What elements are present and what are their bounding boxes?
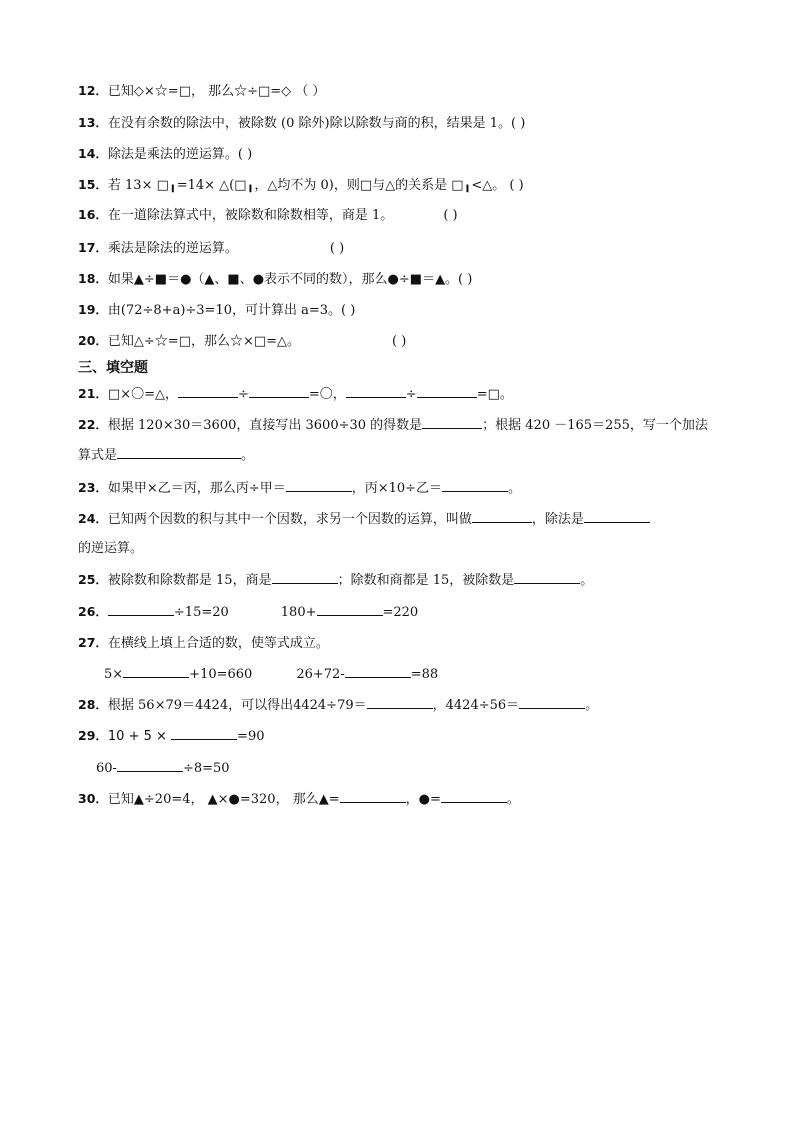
question-text: 的逆运算。 (78, 541, 144, 556)
question-30 (78, 790, 724, 809)
question-text: =88 (410, 667, 439, 682)
question-text: 已知◇×☆=□， 那么☆÷□=◇ （ ） (107, 84, 326, 99)
question-number: 14． (78, 146, 108, 161)
question-14 (78, 145, 724, 164)
question-23 (78, 479, 724, 498)
question-text: 。 (241, 448, 255, 463)
answer-blank[interactable] (117, 446, 241, 459)
question-text: 根据 56×79＝4424，可以得出4424÷79＝ (107, 698, 367, 713)
question-27-equations (104, 665, 724, 684)
question-text: 已知△÷☆=□，那么☆×□=△。 (107, 334, 301, 349)
answer-blank[interactable] (171, 727, 237, 740)
question-text: 被除数和除数都是 15，商是 (107, 573, 272, 588)
question-19 (78, 301, 724, 320)
question-24-cont (78, 540, 724, 558)
answer-blank[interactable] (584, 510, 650, 523)
question-number: 25． (78, 572, 108, 587)
answer-blank[interactable] (108, 603, 174, 616)
question-22-cont (78, 446, 724, 465)
answer-blank[interactable] (442, 479, 508, 492)
question-28 (78, 696, 724, 715)
question-text: 乘法是除法的逆运算。 (107, 241, 238, 256)
section-title: 三、填空题 (78, 360, 148, 376)
answer-paren: ( ) (329, 241, 345, 256)
question-text: 除法是乘法的逆运算。( ) (107, 147, 253, 162)
question-number: 30． (78, 791, 108, 806)
answer-blank[interactable] (117, 759, 183, 772)
question-text: ÷ (237, 387, 249, 402)
question-text: 在一道除法算式中，被除数和除数相等，商是 1。 (107, 208, 394, 223)
question-22 (78, 416, 724, 435)
answer-paren: ( ) (443, 208, 458, 223)
question-16 (78, 206, 724, 225)
answer-blank[interactable] (340, 790, 406, 803)
question-text: 在横线上填上合适的数，使等式成立。 (107, 636, 329, 651)
question-13 (78, 114, 724, 133)
question-text: ÷8=50 (182, 761, 230, 776)
answer-blank[interactable] (272, 571, 338, 584)
question-17 (78, 239, 724, 258)
question-26 (78, 603, 724, 622)
question-text: 10 + 5 × (107, 729, 167, 744)
question-text: 已知两个因数的积与其中一个因数，求另一个因数的运算，叫做 (107, 512, 472, 527)
question-number: 16． (78, 207, 108, 222)
question-number: 15． (78, 177, 108, 192)
question-text: 已知▲÷20=4， ▲×●=320， 那么▲= (107, 792, 340, 807)
answer-blank[interactable] (422, 416, 482, 429)
question-text: 180+ (280, 605, 317, 620)
question-number: 26． (78, 604, 108, 619)
question-text: □×〇=△， (107, 387, 178, 402)
question-number: 20． (78, 333, 108, 348)
question-number: 13． (78, 115, 108, 130)
answer-blank[interactable] (346, 385, 406, 398)
question-number: 29． (78, 728, 108, 743)
question-text: 如果甲×乙＝丙，那么丙÷甲＝ (107, 481, 286, 496)
question-text: 。 (585, 698, 599, 713)
question-number: 23． (78, 480, 108, 495)
question-text: ，除法是 (531, 512, 584, 527)
answer-blank[interactable] (317, 603, 383, 616)
question-text: +10=660 (189, 667, 253, 682)
question-12 (78, 82, 724, 101)
question-number: 21． (78, 386, 108, 401)
question-number: 28． (78, 697, 108, 712)
question-text: 算式是 (78, 448, 118, 463)
answer-paren: ( ) (392, 334, 407, 349)
question-text: =220 (382, 605, 419, 620)
answer-blank[interactable] (123, 665, 189, 678)
answer-blank[interactable] (286, 479, 352, 492)
question-number: 22． (78, 417, 108, 432)
question-number: 18． (78, 271, 108, 286)
question-24 (78, 510, 724, 529)
question-text: 26+72- (296, 667, 345, 682)
question-text: 。 (506, 792, 520, 807)
answer-blank[interactable] (417, 385, 477, 398)
question-text: ，丙×10÷乙＝ (351, 481, 443, 496)
question-21 (78, 385, 724, 404)
question-number: 27． (78, 635, 108, 650)
question-text: ÷15=20 (173, 605, 229, 620)
question-text: 。 (580, 573, 594, 588)
question-text: ，●= (405, 792, 441, 807)
answer-blank[interactable] (514, 571, 580, 584)
question-number: 24． (78, 511, 108, 526)
answer-blank[interactable] (472, 510, 532, 523)
question-text: ÷ (405, 387, 417, 402)
question-text: ，4424÷56＝ (432, 698, 520, 713)
question-25 (78, 571, 724, 590)
question-text: ；除数和商都是 15，被除数是 (337, 573, 515, 588)
question-text: =〇， (308, 387, 346, 402)
question-number: 12． (78, 83, 108, 98)
question-29-cont (96, 759, 724, 778)
question-text: 根据 120×30＝3600，直接写出 3600÷30 的得数是 (107, 418, 423, 433)
question-text: =□。 (476, 387, 513, 402)
answer-blank[interactable] (519, 696, 585, 709)
answer-blank[interactable] (249, 385, 309, 398)
question-29 (78, 727, 724, 746)
question-text: =90 (237, 729, 265, 744)
question-27 (78, 634, 724, 653)
question-number: 17． (78, 240, 108, 255)
question-text: 在没有余数的除法中，被除数 (0 除外)除以除数与商的积，结果是 1。( ) (107, 116, 526, 131)
question-text: 由(72÷8+a)÷3=10，可计算出 a=3。( ) (107, 303, 356, 318)
question-20 (78, 332, 724, 351)
question-text: ；根据 420 －165＝255，写一个加法 (482, 418, 708, 433)
answer-blank[interactable] (345, 665, 411, 678)
question-text: 。 (508, 481, 522, 496)
question-text: 如果▲÷■＝●（▲、■、●表示不同的数），那么●÷■＝▲。( ) (107, 272, 473, 287)
question-number: 19． (78, 302, 108, 317)
question-text: 5× (104, 667, 124, 682)
question-15 (78, 176, 724, 195)
question-text: 60- (96, 761, 117, 776)
answer-blank[interactable] (441, 790, 507, 803)
answer-blank[interactable] (367, 696, 433, 709)
question-18 (78, 270, 724, 289)
answer-blank[interactable] (178, 385, 238, 398)
question-text: 若 13× □╻=14× △(□╻，△均不为 0)，则□与△的关系是 □╻<△。 ( ) (107, 178, 524, 193)
